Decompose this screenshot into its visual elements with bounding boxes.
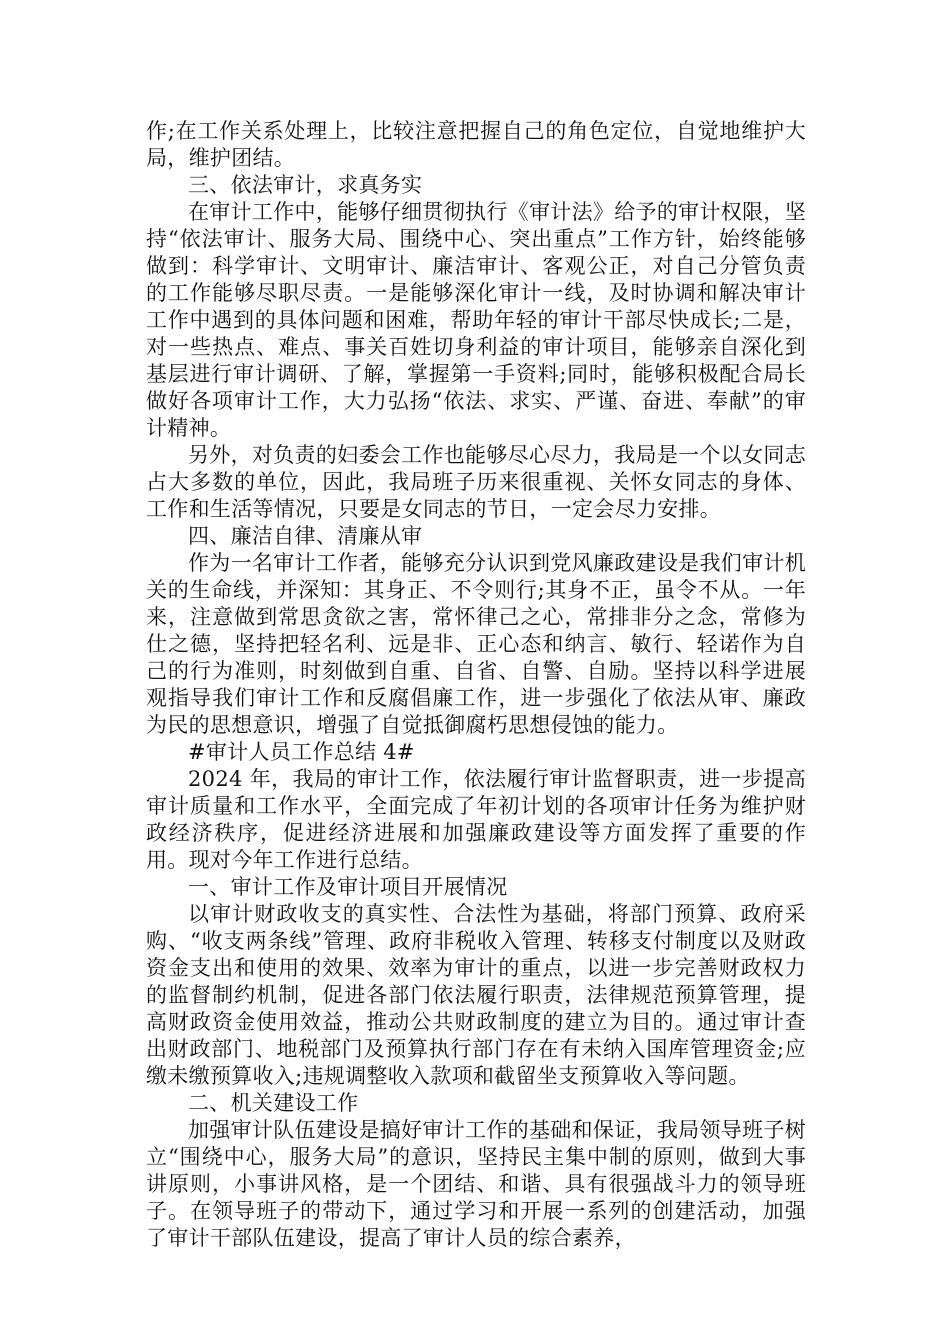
paragraph-lawful-audit: 在审计工作中，能够仔细贯彻执行《审计法》给予的审计权限，坚持“依法审计、服务大局、围绕中心、突出重点”工作方针，始终能够做到：科学审计、文明审计、廉洁审计、客观公正，对自己分管负责的工作能够尽职尽责。一是能够深化审计一线，及时协调和解决审计工作中遇到的具体问题和困难，帮助年轻的审计干部尽快成长;二是，对一些热点、难点、事关百姓切身利益的审计项目，能够亲自深化到基层进行审计调研、了解，掌握第一手资料;同时，能够积极配合局长做好各项审计工作，大力弘扬“依法、求实、严谨、奋进、奉献”的审计精神。 <box>146 200 806 440</box>
document-section-title: #审计人员工作总结 4# <box>188 740 415 764</box>
document-page <box>146 118 806 1252</box>
paragraph-annual-summary: 2024 年，我局的审计工作，依法履行审计监督职责，进一步提高审计质量和工作水平，全面完成了年初计划的各项审计任务为维护财政经济秩序，促进经济进展和加强廉政建设等方面发挥了重要的作用。现对今年工作进行总结。 <box>146 767 806 872</box>
paragraph-womens-committee: 另外，对负责的妇委会工作也能够尽心尽力，我局是一个以女同志占大多数的单位，因此，我局班子历来很重视、关怀女同志的身体、工作和生活等情况，只要是女同志的节日，一定会尽力安排。 <box>146 443 806 521</box>
section-heading-organization: 二、机关建设工作 <box>188 1091 359 1115</box>
paragraph-organization: 加强审计队伍建设是搞好审计工作的基础和保证，我局领导班子树立“围绕中心，服务大局”的意识，坚持民主集中制的原则，做到大事讲原则，小事讲风格，是一个团结、和谐、具有很强战斗力的领导班子。在领导班子的带动下，通过学习和开展一系列的创建活动，加强了审计干部队伍建设，提高了审计人员的综合素养， <box>146 1118 806 1250</box>
paragraph-integrity: 作为一名审计工作者，能够充分认识到党风廉政建设是我们审计机关的生命线，并深知：其身正、不令则行;其身不正，虽令不从。一年来，注意做到常思贪欲之害，常怀律己之心，常排非分之念，常修为仕之德，坚持把轻名利、远是非、正心态和纳言、敏行、轻诺作为自己的行为准则，时刻做到自重、自省、自警、自励。坚持以科学进展观指导我们审计工作和反腐倡廉工作，进一步强化了依法从审、廉政为民的思想意识，增强了自觉抵御腐朽思想侵蚀的能力。 <box>146 551 806 737</box>
section-heading-audit-projects: 一、审计工作及审计项目开展情况 <box>188 875 508 899</box>
paragraph-continuation: 作;在工作关系处理上，比较注意把握自己的角色定位，自觉地维护大局，维护团结。 <box>146 119 806 170</box>
section-heading-integrity: 四、廉洁自律、清廉从审 <box>188 524 423 548</box>
paragraph-audit-projects: 以审计财政收支的真实性、合法性为基础，将部门预算、政府采购、“收支两条线”管理、政府非税收入管理、转移支付制度以及财政资金支出和使用的效果、效率为审计的重点，以进一步完善财政权力的监督制约机制，促进各部门依法履行职责，法律规范预算管理，提高财政资金使用效益，推动公共财政制度的建立为目的。通过审计查出财政部门、地税部门及预算执行部门存在有未纳入国库管理资金;应缴未缴预算收入;违规调整收入款项和截留坐支预算收入等问题。 <box>146 902 806 1088</box>
section-heading-lawful-audit: 三、依法审计，求真务实 <box>188 173 423 197</box>
